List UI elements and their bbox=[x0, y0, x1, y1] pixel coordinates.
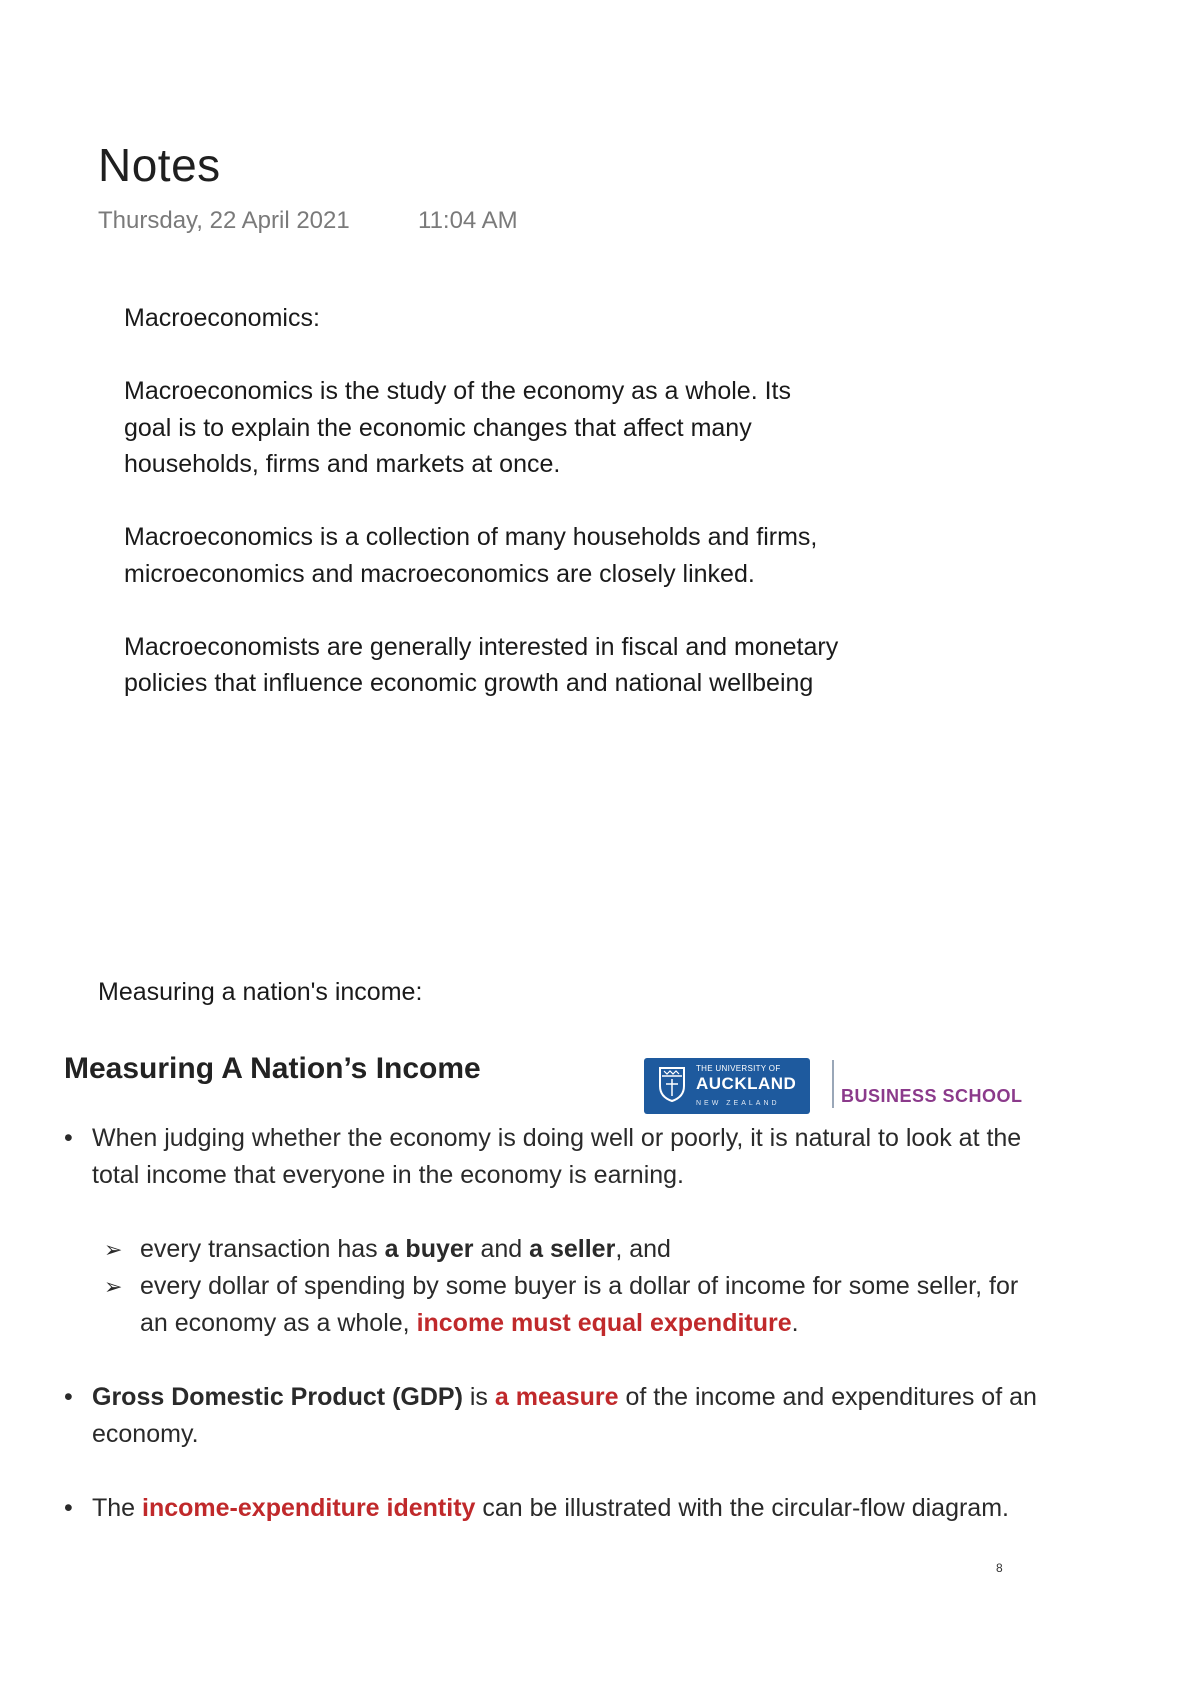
note-paragraph: Macroeconomics is a collection of many households and firms, microeconomics and macroeconomics are closely linked. bbox=[124, 523, 818, 588]
logo-country: NEW ZEALAND bbox=[696, 1100, 780, 1107]
bullet-text: The bbox=[92, 1494, 143, 1522]
sub-text: every dollar of spending by some buyer is a dollar of income for some seller, for an economy as a whole, bbox=[140, 1272, 1019, 1337]
slide-body bbox=[62, 1120, 1042, 1527]
highlight-text: a measure bbox=[494, 1383, 619, 1411]
page-title: Notes bbox=[98, 139, 221, 191]
logo-divider bbox=[832, 1060, 834, 1108]
page-time: 11:04 AM bbox=[418, 207, 518, 234]
bullet-text: When judging whether the economy is doing well or poorly, it is natural to look at the total income that everyone in the economy is earning. bbox=[92, 1124, 1022, 1189]
highlight-text: income must equal expenditure bbox=[416, 1309, 792, 1337]
bullet-bold-text: Gross Domestic Product (GDP) bbox=[92, 1383, 463, 1411]
slide-image bbox=[62, 1040, 1042, 1600]
university-logo bbox=[644, 1058, 810, 1114]
bullet-icon: • bbox=[64, 1124, 73, 1152]
logo-name: AUCKLAND bbox=[696, 1074, 797, 1093]
bullet-icon: • bbox=[64, 1494, 73, 1522]
note-paragraph: Macroeconomists are generally interested in fiscal and monetary policies that influence economic growth and national wellbeing bbox=[124, 632, 839, 697]
arrow-bullet-icon: ➢ bbox=[104, 1237, 123, 1262]
slide-page-number: 8 bbox=[996, 1561, 1003, 1575]
slide-title: Measuring A Nation’s Income bbox=[64, 1052, 481, 1085]
slide-bullet bbox=[62, 1120, 1042, 1194]
section-heading: Measuring a nation's income: bbox=[98, 978, 423, 1006]
sub-text: , and bbox=[615, 1235, 671, 1263]
slide-sub-bullet bbox=[62, 1268, 1042, 1342]
crest-icon bbox=[658, 1066, 686, 1102]
arrow-bullet-icon: ➢ bbox=[104, 1274, 123, 1299]
slide-sub-bullet bbox=[62, 1231, 1042, 1268]
logo-small-text: THE UNIVERSITY OF bbox=[696, 1064, 781, 1073]
note-paragraph: Macroeconomics is the study of the economy as a whole. Its goal is to explain the economic changes that affect many households, firms and markets at once. bbox=[124, 377, 791, 478]
note-heading: Macroeconomics: bbox=[124, 304, 320, 332]
note-text-block[interactable] bbox=[124, 300, 844, 738]
bullet-text: of the income and expenditures of an economy. bbox=[92, 1383, 1037, 1448]
sub-bold-text: a buyer bbox=[384, 1235, 474, 1263]
business-school-label: BUSINESS SCHOOL bbox=[841, 1086, 1023, 1106]
page-date: Thursday, 22 April 2021 bbox=[98, 207, 350, 234]
sub-text: every transaction has bbox=[140, 1235, 385, 1263]
sub-bold-text: a seller bbox=[529, 1235, 616, 1263]
bullet-text: is bbox=[462, 1383, 495, 1411]
bullet-text: can be illustrated with the circular-flow diagram. bbox=[475, 1494, 1009, 1522]
highlight-text: income-expenditure identity bbox=[142, 1494, 476, 1522]
slide-bullet bbox=[62, 1379, 1042, 1453]
slide-bullet bbox=[62, 1490, 1042, 1527]
sub-text: and bbox=[473, 1235, 530, 1263]
bullet-icon: • bbox=[64, 1383, 73, 1411]
sub-text: . bbox=[791, 1309, 799, 1337]
